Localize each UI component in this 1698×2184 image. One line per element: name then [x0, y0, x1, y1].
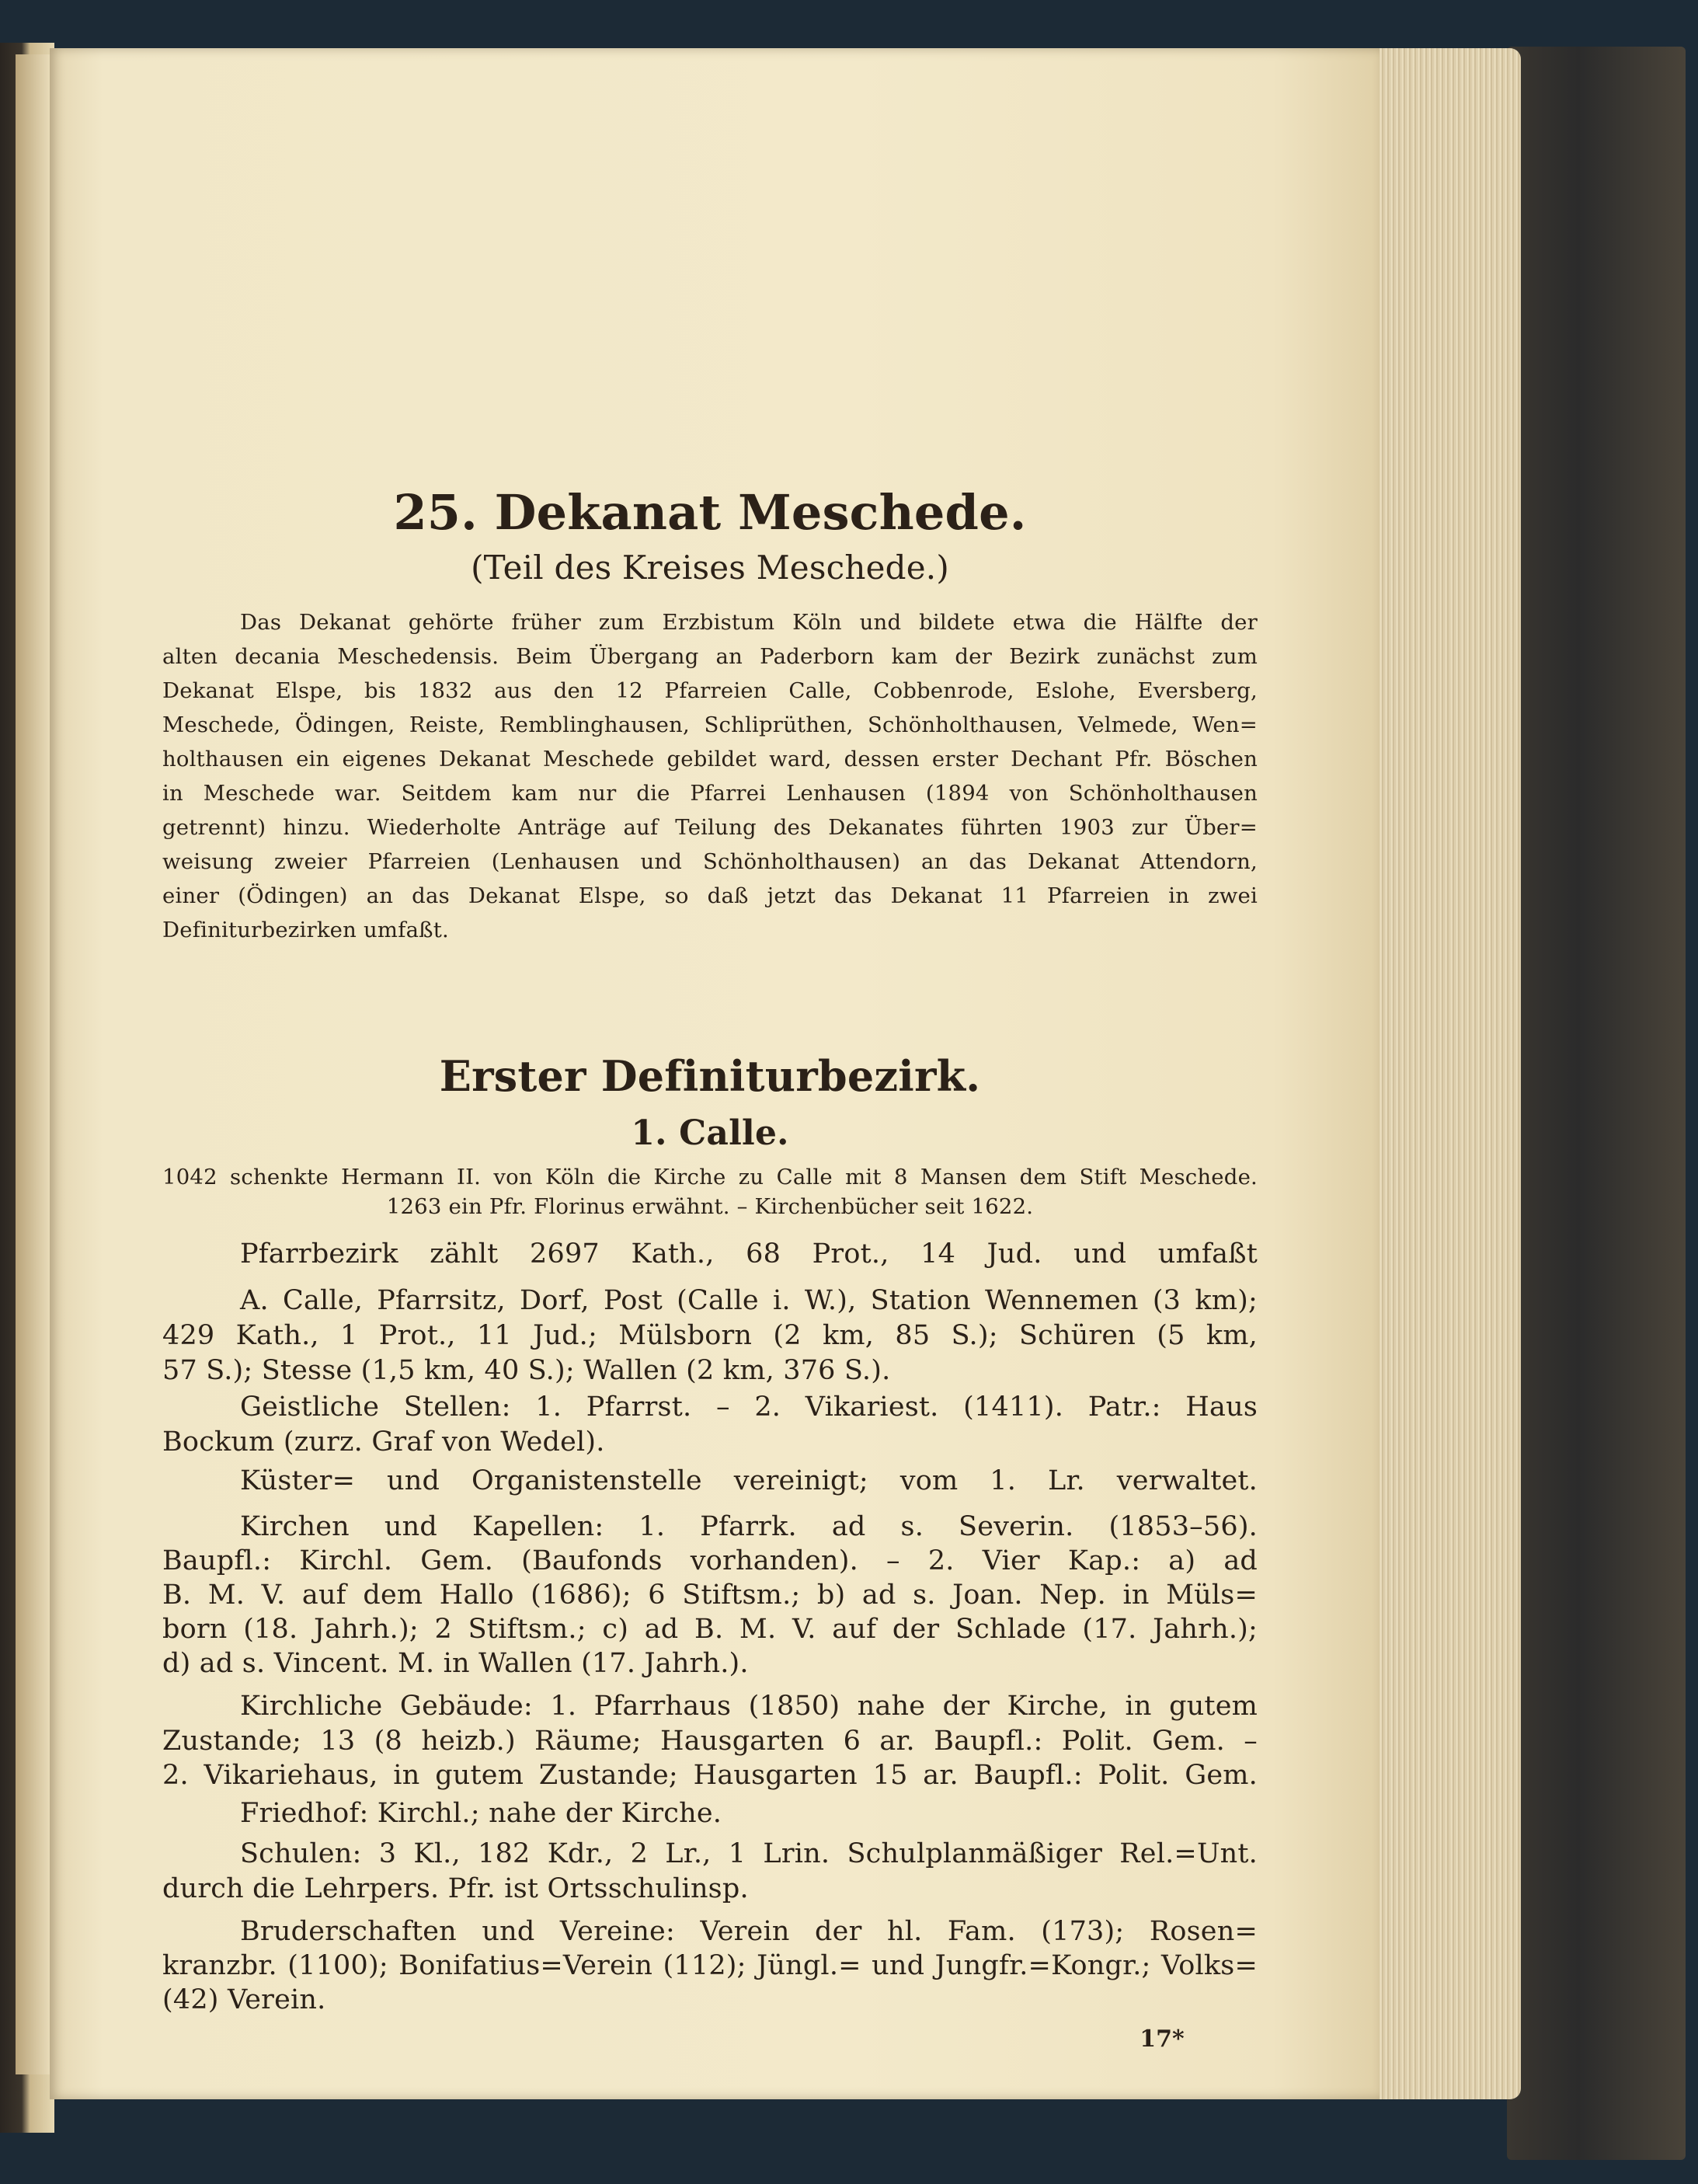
body-line: B. M. V. auf dem Hallo (1686); 6 Stiftsm.; b) ad s. Joan. Nep. in Müls=: [162, 1580, 1258, 1611]
body-line: durch die Lehrpers. Pfr. ist Ortsschulinsp.: [162, 1873, 749, 1904]
body-line: Zustande; 13 (8 heizb.) Räume; Hausgarten 6 ar. Baupfl.: Polit. Gem. –: [162, 1726, 1258, 1757]
body-line: Bruderschaften und Vereine: Verein der hl. Fam. (173); Rosen=: [240, 1916, 1258, 1947]
page-edges: [1373, 48, 1521, 2099]
left-page-edge: [16, 54, 54, 2074]
body-line: Küster= und Organistenstelle vereinigt; vom 1. Lr. verwaltet.: [240, 1465, 1258, 1496]
section-title: Erster Definiturbezirk.: [439, 1051, 981, 1101]
body-line: Friedhof: Kirchl.; nahe der Kirche.: [240, 1798, 722, 1829]
intro-line: holthausen ein eigenes Dekanat Meschede gebildet ward, dessen erster Dechant Pfr. Böschen: [162, 747, 1258, 772]
body-line: d) ad s. Vincent. M. in Wallen (17. Jahrh.).: [162, 1648, 749, 1679]
body-line: born (18. Jahrh.); 2 Stiftsm.; c) ad B. M. V. auf der Schlade (17. Jahrh.);: [162, 1614, 1258, 1645]
intro-line: getrennt) hinzu. Wiederholte Anträge auf Teilung des Dekanates führten 1903 zur Über=: [162, 815, 1258, 840]
book-page: [50, 48, 1380, 2099]
intro-line: in Meschede war. Seitdem kam nur die Pfarrei Lenhausen (1894 von Schönholthausen: [162, 781, 1258, 806]
parish-intro-line: 1263 ein Pfr. Florinus erwähnt. – Kirchenbücher seit 1622.: [386, 1194, 1034, 1219]
body-line: 429 Kath., 1 Prot., 11 Jud.; Mülsborn (2 km, 85 S.); Schüren (5 km,: [162, 1320, 1258, 1351]
intro-line: weisung zweier Pfarreien (Lenhausen und Schönholthausen) an das Dekanat Attendorn,: [162, 849, 1258, 874]
intro-line: Meschede, Ödingen, Reiste, Remblinghausen, Schliprüthen, Schönholthausen, Velmede, Wen=: [162, 712, 1258, 737]
right-cover: [1507, 47, 1686, 2160]
intro-line: alten decania Meschedensis. Beim Übergang an Paderborn kam der Bezirk zunächst zum: [162, 644, 1258, 669]
body-line: Schulen: 3 Kl., 182 Kdr., 2 Lr., 1 Lrin. Schulplanmäßiger Rel.=Unt.: [240, 1838, 1258, 1869]
body-line: Geistliche Stellen: 1. Pfarrst. – 2. Vikariest. (1411). Patr.: Haus: [240, 1392, 1258, 1423]
intro-line: Das Dekanat gehörte früher zum Erzbistum Köln und bildete etwa die Hälfte der: [240, 610, 1258, 635]
parish-title: 1. Calle.: [631, 1113, 789, 1153]
body-line: 57 S.); Stesse (1,5 km, 40 S.); Wallen (2 km, 376 S.).: [162, 1355, 891, 1386]
body-line: kranzbr. (1100); Bonifatius=Verein (112); Jüngl.= und Jungfr.=Kongr.; Volks=: [162, 1950, 1258, 1981]
chapter-title: 25. Dekanat Meschede.: [393, 484, 1027, 541]
chapter-subtitle: (Teil des Kreises Meschede.): [471, 549, 949, 587]
page-number: 17*: [1140, 2026, 1185, 2053]
body-line: Baupfl.: Kirchl. Gem. (Baufonds vorhanden). – 2. Vier Kap.: a) ad: [162, 1545, 1258, 1576]
body-line: Bockum (zurz. Graf von Wedel).: [162, 1426, 605, 1458]
body-line: Pfarrbezirk zählt 2697 Kath., 68 Prot., 14 Jud. und umfaßt: [240, 1238, 1258, 1270]
body-line: (42) Verein.: [162, 1984, 326, 2015]
intro-line: Definiturbezirken umfaßt.: [162, 918, 449, 942]
body-line: Kirchliche Gebäude: 1. Pfarrhaus (1850) nahe der Kirche, in gutem: [240, 1691, 1258, 1722]
intro-line: Dekanat Elspe, bis 1832 aus den 12 Pfarreien Calle, Cobbenrode, Eslohe, Eversberg,: [162, 678, 1258, 703]
intro-line: einer (Ödingen) an das Dekanat Elspe, so daß jetzt das Dekanat 11 Pfarreien in zwei: [162, 883, 1258, 908]
body-line: Kirchen und Kapellen: 1. Pfarrk. ad s. Severin. (1853–56).: [240, 1511, 1258, 1542]
body-line: A. Calle, Pfarrsitz, Dorf, Post (Calle i. W.), Station Wennemen (3 km);: [240, 1285, 1258, 1316]
body-line: 2. Vikariehaus, in gutem Zustande; Hausgarten 15 ar. Baupfl.: Polit. Gem.: [162, 1760, 1258, 1791]
parish-intro-line: 1042 schenkte Hermann II. von Köln die Kirche zu Calle mit 8 Mansen dem Stift Meschede.: [162, 1165, 1258, 1190]
